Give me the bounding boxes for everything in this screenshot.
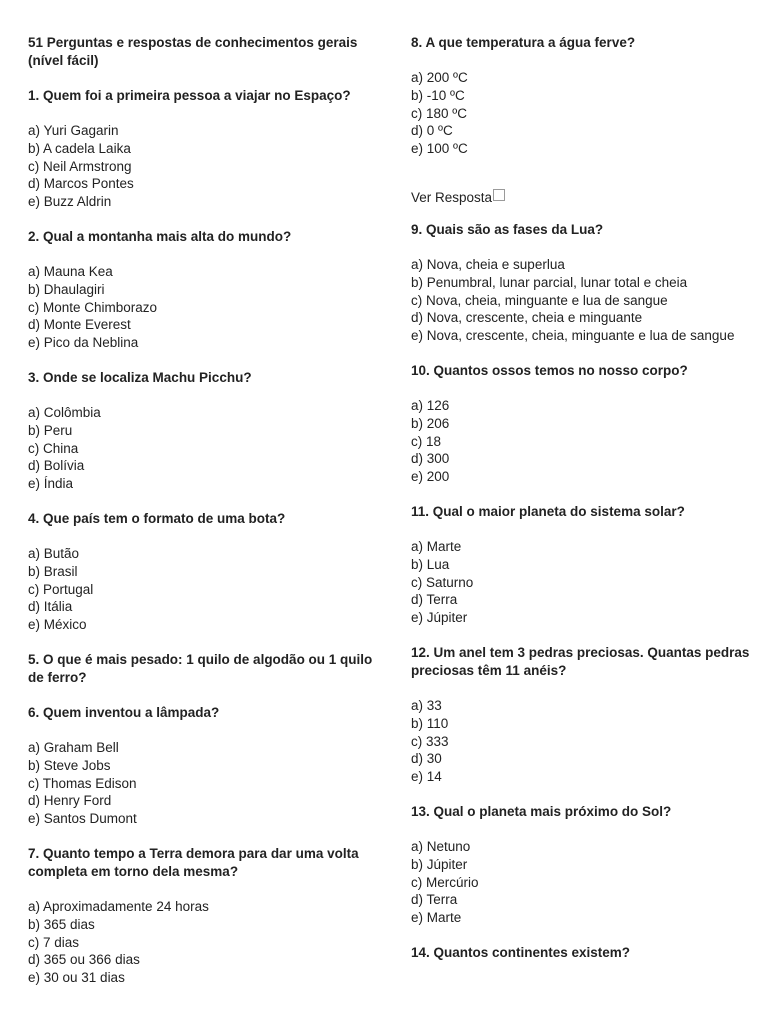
answer-option: d) Henry Ford — [28, 793, 112, 809]
answer-option: b) Lua — [411, 556, 450, 572]
option-list — [28, 545, 373, 634]
answer-option: c) China — [28, 440, 79, 456]
question-block — [411, 503, 756, 627]
answer-option: a) Nova, cheia e superlua — [411, 256, 565, 272]
answer-option: d) Monte Everest — [28, 317, 131, 333]
answer-option: c) 180 ºC — [411, 105, 467, 121]
question-text: 1. Quem foi a primeira pessoa a viajar no Espaço? — [28, 88, 351, 103]
answer-option: d) Itália — [28, 599, 73, 615]
option-list — [28, 404, 373, 493]
option-list — [411, 397, 756, 486]
left-question-list — [28, 87, 373, 987]
answer-option: e) 100 ºC — [411, 141, 468, 157]
question-block — [411, 944, 756, 962]
answer-option: a) Mauna Kea — [28, 263, 113, 279]
answer-option: a) 126 — [411, 397, 450, 413]
ver-resposta-link[interactable] — [411, 189, 756, 207]
answer-option: c) Nova, cheia, minguante e lua de sangue — [411, 292, 668, 308]
answer-option: b) Penumbral, lunar parcial, lunar total e cheia — [411, 274, 688, 290]
answer-option: d) Terra — [411, 892, 458, 908]
answer-option: e) Santos Dumont — [28, 811, 137, 827]
question-text: 5. O que é mais pesado: 1 quilo de algodão ou 1 quilo de ferro? — [28, 651, 373, 685]
ver-resposta-label[interactable]: Ver Resposta — [411, 189, 493, 205]
question-text: 13. Qual o planeta mais próximo do Sol? — [411, 803, 672, 819]
answer-option: a) Marte — [411, 538, 462, 554]
question-block — [411, 221, 756, 345]
answer-option: e) Buzz Aldrin — [28, 194, 112, 210]
answer-option: b) 206 — [411, 415, 450, 431]
answer-option: e) Pico da Neblina — [28, 335, 139, 351]
option-list — [411, 69, 756, 158]
question-block — [28, 845, 373, 987]
option-list — [411, 538, 756, 627]
answer-option: e) Índia — [28, 476, 74, 492]
answer-option: d) 365 ou 366 dias — [28, 952, 140, 968]
answer-option: e) Nova, crescente, cheia, minguante e lua de sangue — [411, 328, 735, 344]
question-block — [411, 803, 756, 927]
answer-option: e) 200 — [411, 469, 450, 485]
answer-option: d) 30 — [411, 751, 442, 767]
option-list — [411, 838, 756, 927]
answer-option: a) Yuri Gagarin — [28, 123, 119, 138]
answer-option: b) Brasil — [28, 563, 78, 579]
answer-option: b) Júpiter — [411, 856, 468, 872]
question-block — [28, 228, 373, 352]
question-block — [28, 651, 373, 687]
question-text: 9. Quais são as fases da Lua? — [411, 221, 604, 237]
answer-option: b) Peru — [28, 422, 73, 438]
answer-option: c) 333 — [411, 733, 449, 749]
question-text: 2. Qual a montanha mais alta do mundo? — [28, 228, 292, 244]
answer-option: c) 7 dias — [28, 934, 80, 950]
answer-option: c) Portugal — [28, 581, 94, 597]
option-list — [411, 256, 756, 345]
question-text: 14. Quantos continentes existem? — [411, 944, 631, 960]
answer-option: d) Marcos Pontes — [28, 176, 134, 192]
right-column — [411, 34, 756, 979]
answer-option: d) 300 — [411, 451, 450, 467]
question-block — [28, 704, 373, 828]
option-list — [28, 122, 373, 211]
answer-option: b) 110 — [411, 715, 449, 731]
option-list — [28, 898, 373, 987]
question-block — [28, 87, 373, 211]
page-title: 51 Perguntas e respostas de conhecimentos gerais (nível fácil) — [28, 35, 358, 68]
answer-option: b) 365 dias — [28, 916, 95, 932]
question-text: 11. Qual o maior planeta do sistema solar? — [411, 503, 685, 519]
checkbox-icon[interactable] — [493, 189, 505, 201]
question-text: 3. Onde se localiza Machu Picchu? — [28, 369, 252, 385]
question-text: 10. Quantos ossos temos no nosso corpo? — [411, 362, 688, 378]
answer-option: e) Júpiter — [411, 610, 468, 626]
question-text: 8. A que temperatura a água ferve? — [411, 35, 636, 50]
answer-option: b) A cadela Laika — [28, 140, 131, 156]
answer-option: b) -10 ºC — [411, 87, 465, 103]
answer-option: a) 33 — [411, 697, 442, 713]
question-block — [28, 510, 373, 634]
question-text: 6. Quem inventou a lâmpada? — [28, 704, 220, 720]
right-question-list — [411, 34, 756, 962]
answer-option: a) Graham Bell — [28, 739, 119, 755]
question-block — [28, 369, 373, 493]
left-column — [28, 34, 373, 1004]
answer-option: b) Dhaulagiri — [28, 281, 105, 297]
answer-option: d) Terra — [411, 592, 458, 608]
answer-option: e) Marte — [411, 910, 462, 926]
answer-option: c) Monte Chimborazo — [28, 299, 158, 315]
answer-option: e) México — [28, 617, 87, 633]
answer-option: d) Nova, crescente, cheia e minguante — [411, 310, 643, 326]
answer-option: a) Aproximadamente 24 horas — [28, 898, 209, 914]
answer-option: a) 200 ºC — [411, 70, 468, 85]
question-text: 7. Quanto tempo a Terra demora para dar uma volta completa em torno dela mesma? — [28, 845, 359, 879]
option-list — [28, 263, 373, 352]
answer-option: c) Neil Armstrong — [28, 158, 132, 174]
answer-option: c) 18 — [411, 433, 442, 449]
answer-option: e) 30 ou 31 dias — [28, 970, 125, 986]
question-block — [411, 644, 756, 786]
answer-option: a) Butão — [28, 545, 80, 561]
answer-option: c) Thomas Edison — [28, 775, 137, 791]
option-list — [28, 739, 373, 828]
answer-option: a) Colômbia — [28, 404, 101, 420]
option-list — [411, 697, 756, 786]
answer-option: c) Mercúrio — [411, 874, 479, 890]
question-text: 4. Que país tem o formato de uma bota? — [28, 510, 286, 526]
question-text: 12. Um anel tem 3 pedras preciosas. Quantas pedras preciosas têm 11 anéis? — [411, 644, 750, 678]
question-block — [411, 34, 756, 207]
question-block — [411, 362, 756, 486]
answer-option: e) 14 — [411, 769, 442, 785]
answer-option: d) 0 ºC — [411, 123, 453, 139]
answer-option: d) Bolívia — [28, 458, 85, 474]
answer-option: b) Steve Jobs — [28, 757, 111, 773]
answer-option: c) Saturno — [411, 574, 474, 590]
answer-option: a) Netuno — [411, 838, 471, 854]
